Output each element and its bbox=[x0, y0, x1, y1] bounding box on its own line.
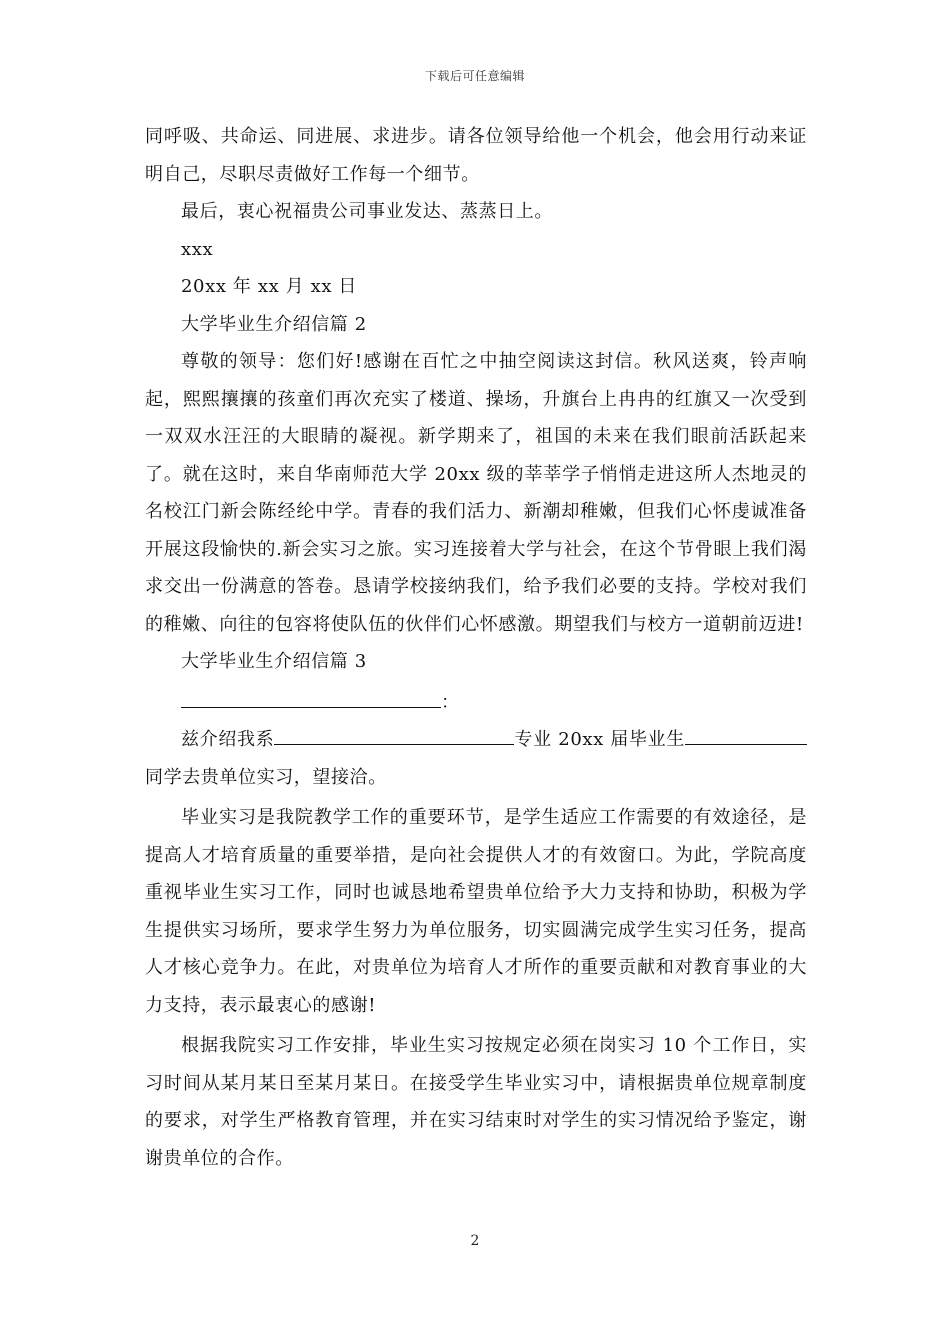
paragraph-internship-importance: 毕业实习是我院教学工作的重要环节，是学生适应工作需要的有效途径，是提高人才培育质量的重要举措，是向社会提供人才的有效窗口。为此，学院高度重视毕业生实习工作，同时也诚恳地希望贵单位给予大力支持和协助，积极为学生提供实习场所，要求学生努力为单位服务，切实圆满完成学生实习任务，提高人才核心竞争力。在此，对贵单位为培育人才所作的重要贡献和对教育事业的大力支持，表示最衷心的感谢! bbox=[145, 807, 807, 1016]
paragraph-internship-arrangement: 根据我院实习工作安排，毕业生实习按规定必须在岗实习 10 个工作日，实习时间从某月某日至某月某日。在接受学生毕业实习中，请根据贵单位规章制度的要求，对学生严格教育管理，并在实习结束时对学生的实习情况给予鉴定，谢谢贵单位的合作。 bbox=[145, 1035, 807, 1169]
signature-date: 20xx 年 xx 月 xx 日 bbox=[181, 276, 358, 297]
intro-text-1: 兹介绍我系 bbox=[181, 729, 275, 750]
salutation-blank bbox=[181, 693, 441, 708]
paragraph-intro bbox=[145, 721, 807, 796]
salutation-colon: ： bbox=[441, 691, 460, 713]
paragraph-letter-2: 尊敬的领导：您们好!感谢在百忙之中抽空阅读这封信。秋风送爽，铃声响起，熙熙攘攘的孩童们再次充实了楼道、操场，升旗台上冉冉的红旗又一次受到一双双水汪汪的大眼睛的凝视。新学期来了，祖国的未来在我们眼前活跃起来了。就在这时，来自华南师范大学 20xx 级的莘莘学子悄悄走进这所人杰地灵的名校江门新会陈经纶中学。青春的我们活力、新潮却稚嫩，但我们心怀虔诚准备开展这段愉快的.新会实习之旅。实习连接着大学与社会，在这个节骨眼上我们渴求交出一份满意的答卷。恳请学校接纳我们，给予我们必要的支持。学校对我们的稚嫩、向往的包容将使队伍的伙伴们心怀感激。期望我们与校方一道朝前迈进! bbox=[145, 351, 807, 635]
department-blank bbox=[274, 730, 514, 745]
section-title-3: 大学毕业生介绍信篇 3 bbox=[181, 651, 367, 672]
page-number: 2 bbox=[470, 1233, 480, 1249]
student-name-blank bbox=[685, 730, 807, 745]
document-body bbox=[145, 118, 807, 1177]
intro-text-3: 同学去贵单位实习，望接洽。 bbox=[145, 766, 387, 788]
section-title-2: 大学毕业生介绍信篇 2 bbox=[181, 313, 367, 335]
salutation-line bbox=[145, 684, 807, 722]
paragraph-closing-wish: 最后，衷心祝福贵公司事业发达、蒸蒸日上。 bbox=[181, 201, 553, 222]
paragraph-continuation: 同呼吸、共命运、同进展、求进步。请各位领导给他一个机会，他会用行动来证明自己，尽职尽责做好工作每一个细节。 bbox=[145, 126, 807, 185]
page-header: 下载后可任意编辑 bbox=[424, 69, 525, 83]
intro-text-2: 专业 20xx 届毕业生 bbox=[514, 729, 686, 750]
signature-name: xxx bbox=[181, 238, 214, 260]
